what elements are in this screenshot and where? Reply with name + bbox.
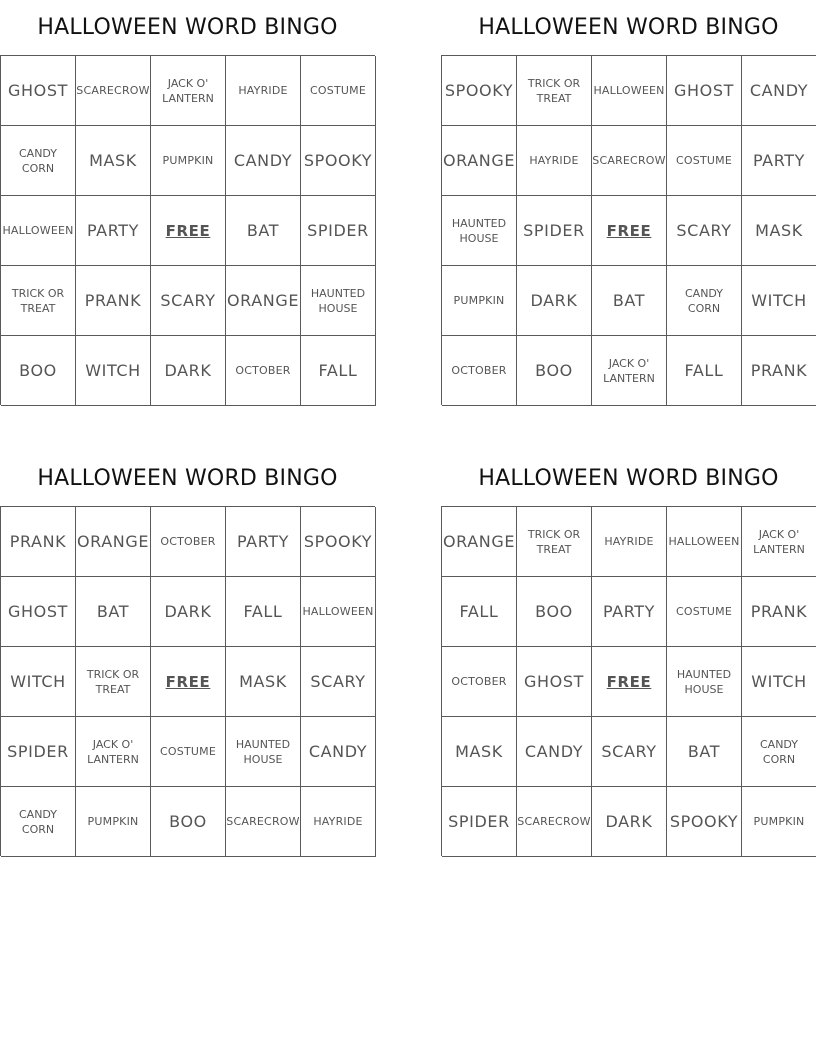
bingo-cell [442,647,517,717]
bingo-word: TRICK OR TREAT [527,76,581,105]
bingo-cell [667,196,742,266]
bingo-word: HALLOWEEN [2,224,74,237]
bingo-cell [226,717,301,787]
bingo-cell [151,126,226,196]
bingo-cell [742,647,816,717]
bingo-word: PRANK [9,532,67,551]
bingo-cell [742,336,816,406]
bingo-word: PUMPKIN [753,815,805,828]
bingo-word: MASK [455,742,503,761]
bingo-cell [592,56,667,126]
bingo-cell [226,507,301,577]
bingo-cell [592,577,667,647]
bingo-cell [517,266,592,336]
free-space-cell [592,196,667,266]
bingo-cell [76,126,151,196]
bingo-cell [592,787,667,857]
bingo-word: ORANGE [442,532,516,551]
bingo-word: HAYRIDE [313,815,363,828]
bingo-cell [151,56,226,126]
bingo-word: PRANK [750,602,808,621]
bingo-word: PRANK [84,291,142,310]
bingo-word: MASK [89,151,137,170]
free-space-cell [151,196,226,266]
bingo-cell [517,577,592,647]
bingo-cell [667,647,742,717]
bingo-word: CANDY [233,151,293,170]
bingo-word: SCARECROW [592,154,666,167]
card-title: HALLOWEEN WORD BINGO [478,466,779,491]
bingo-word: SCARY [601,742,657,761]
bingo-word: SCARECROW [76,84,150,97]
bingo-cell [517,787,592,857]
bingo-word: CANDY [308,742,368,761]
bingo-word: HAYRIDE [529,154,579,167]
bingo-word: JACK O' LANTERN [162,76,214,105]
bingo-word: PUMPKIN [162,154,214,167]
bingo-word: MASK [755,221,803,240]
bingo-card-4 [441,465,816,856]
bingo-word: PUMPKIN [453,294,505,307]
bingo-word: ORANGE [76,532,150,551]
bingo-cell [742,56,816,126]
bingo-grid [441,55,816,405]
bingo-word: FALL [243,602,283,621]
bingo-word: PRANK [750,361,808,380]
bingo-cell [1,507,76,577]
bingo-word: COSTUME [160,745,216,758]
bingo-cell [226,266,301,336]
bingo-word: SCARY [676,221,732,240]
bingo-cell [517,647,592,717]
bingo-cell [742,717,816,787]
bingo-cell [517,336,592,406]
bingo-cell [1,126,76,196]
bingo-word: GHOST [524,672,584,691]
bingo-word: BAT [687,742,721,761]
bingo-word: SPIDER [7,742,69,761]
bingo-cell [442,577,517,647]
bingo-word: BOO [535,602,573,621]
bingo-cell [1,717,76,787]
bingo-word: SCARY [160,291,216,310]
bingo-word: SPOOKY [303,151,373,170]
bingo-word: CANDY [524,742,584,761]
bingo-grid [0,506,375,856]
bingo-cell [517,507,592,577]
bingo-cell [76,717,151,787]
bingo-word: HAUNTED HOUSE [310,286,366,315]
bingo-word: FREE [165,672,211,691]
bingo-word: HALLOWEEN [302,605,374,618]
card-title: HALLOWEEN WORD BINGO [478,15,779,40]
bingo-cell [226,787,301,857]
bingo-cell [76,336,151,406]
bingo-cell [301,787,376,857]
bingo-cell [1,266,76,336]
bingo-word: FREE [165,221,211,240]
bingo-word: HAYRIDE [238,84,288,97]
bingo-word: ORANGE [226,291,300,310]
free-space-cell [592,647,667,717]
bingo-word: SCARECROW [517,815,591,828]
bingo-word: MASK [239,672,287,691]
bingo-cell [442,196,517,266]
bingo-cell [1,787,76,857]
bingo-cell [442,787,517,857]
bingo-word: CANDY CORN [18,807,58,836]
bingo-cell [667,336,742,406]
bingo-word: COSTUME [310,84,366,97]
bingo-cell [667,507,742,577]
bingo-word: SCARECROW [226,815,300,828]
bingo-word: WITCH [751,291,807,310]
bingo-word: SPOOKY [669,812,739,831]
bingo-cell [301,196,376,266]
bingo-word: HAYRIDE [604,535,654,548]
bingo-card-1 [0,14,375,405]
bingo-word: BOO [169,812,207,831]
bingo-word: TRICK OR TREAT [527,527,581,556]
bingo-word: SPOOKY [444,81,514,100]
bingo-cell [667,126,742,196]
bingo-cell [667,717,742,787]
bingo-word: HALLOWEEN [668,535,740,548]
bingo-cell [517,126,592,196]
bingo-cell [301,126,376,196]
bingo-cell [592,717,667,787]
bingo-word: DARK [605,812,653,831]
bingo-word: SPOOKY [303,532,373,551]
bingo-word: FREE [606,672,652,691]
bingo-cell [442,717,517,787]
bingo-cell [301,56,376,126]
bingo-word: CANDY [749,81,809,100]
bingo-cell [151,787,226,857]
bingo-cell [226,577,301,647]
bingo-word: SPIDER [523,221,585,240]
bingo-cell [667,577,742,647]
bingo-word: PARTY [752,151,806,170]
bingo-word: GHOST [674,81,734,100]
bingo-word: FALL [459,602,499,621]
bingo-word: FALL [684,361,724,380]
bingo-word: FALL [318,361,358,380]
bingo-cell [517,717,592,787]
bingo-word: JACK O' LANTERN [87,737,139,766]
bingo-cell [1,196,76,266]
card-title: HALLOWEEN WORD BINGO [37,466,338,491]
bingo-grid [441,506,816,856]
bingo-cell [76,56,151,126]
bingo-cell [742,507,816,577]
bingo-word: HALLOWEEN [593,84,665,97]
bingo-cell [301,507,376,577]
bingo-word: JACK O' LANTERN [603,356,655,385]
bingo-word: CANDY CORN [759,737,799,766]
bingo-cell [517,56,592,126]
bingo-word: DARK [530,291,578,310]
bingo-cell [667,266,742,336]
bingo-cell [301,336,376,406]
bingo-cell [592,266,667,336]
bingo-cell [742,266,816,336]
bingo-cell [76,507,151,577]
bingo-cell [442,56,517,126]
bingo-cell [742,126,816,196]
bingo-card-3 [0,465,375,856]
free-space-cell [151,647,226,717]
bingo-grid [0,55,375,405]
bingo-cell [301,577,376,647]
bingo-word: OCTOBER [451,675,507,688]
bingo-cell [442,126,517,196]
bingo-word: BOO [535,361,573,380]
bingo-cell [301,647,376,717]
bingo-word: ORANGE [442,151,516,170]
bingo-word: GHOST [8,81,68,100]
bingo-cell [442,507,517,577]
bingo-word: HAUNTED HOUSE [676,667,732,696]
bingo-cell [1,577,76,647]
bingo-cell [76,196,151,266]
bingo-cell [76,266,151,336]
bingo-cell [442,266,517,336]
bingo-cell [151,507,226,577]
bingo-word: OCTOBER [451,364,507,377]
bingo-word: GHOST [8,602,68,621]
bingo-cell [667,787,742,857]
bingo-cell [226,126,301,196]
bingo-cell [76,647,151,717]
bingo-cell [151,717,226,787]
bingo-cell [226,647,301,717]
bingo-cell [442,336,517,406]
bingo-word: PARTY [86,221,140,240]
bingo-cell [517,196,592,266]
bingo-cell [1,647,76,717]
bingo-cell [1,56,76,126]
bingo-word: BAT [612,291,646,310]
bingo-cell [742,787,816,857]
bingo-word: WITCH [85,361,141,380]
bingo-word: OCTOBER [160,535,216,548]
bingo-cell [151,577,226,647]
bingo-cell [742,577,816,647]
bingo-word: DARK [164,361,212,380]
bingo-cell [76,787,151,857]
bingo-word: TRICK OR TREAT [86,667,140,696]
bingo-cell [301,266,376,336]
bingo-cell [592,126,667,196]
bingo-word: DARK [164,602,212,621]
bingo-word: CANDY CORN [18,146,58,175]
bingo-cell [301,717,376,787]
bingo-cell [226,336,301,406]
bingo-word: COSTUME [676,154,732,167]
bingo-cell [667,56,742,126]
bingo-word: PARTY [236,532,290,551]
bingo-word: HAUNTED HOUSE [235,737,291,766]
bingo-word: FREE [606,221,652,240]
bingo-cell [592,336,667,406]
bingo-word: SPIDER [448,812,510,831]
bingo-cell [226,56,301,126]
bingo-word: PARTY [602,602,656,621]
bingo-cell [1,336,76,406]
bingo-word: CANDY CORN [684,286,724,315]
bingo-word: PUMPKIN [87,815,139,828]
bingo-word: BOO [19,361,57,380]
bingo-cell [592,507,667,577]
bingo-cell [151,336,226,406]
bingo-word: SCARY [310,672,366,691]
bingo-word: SPIDER [307,221,369,240]
bingo-word: WITCH [10,672,66,691]
bingo-cell [742,196,816,266]
bingo-card-2 [441,14,816,405]
bingo-word: OCTOBER [235,364,291,377]
bingo-word: JACK O' LANTERN [753,527,805,556]
card-title: HALLOWEEN WORD BINGO [37,15,338,40]
bingo-word: COSTUME [676,605,732,618]
bingo-cell [76,577,151,647]
bingo-word: HAUNTED HOUSE [451,216,507,245]
bingo-word: BAT [246,221,280,240]
bingo-word: TRICK OR TREAT [11,286,65,315]
bingo-cell [151,266,226,336]
bingo-word: BAT [96,602,130,621]
bingo-cell [226,196,301,266]
bingo-word: WITCH [751,672,807,691]
